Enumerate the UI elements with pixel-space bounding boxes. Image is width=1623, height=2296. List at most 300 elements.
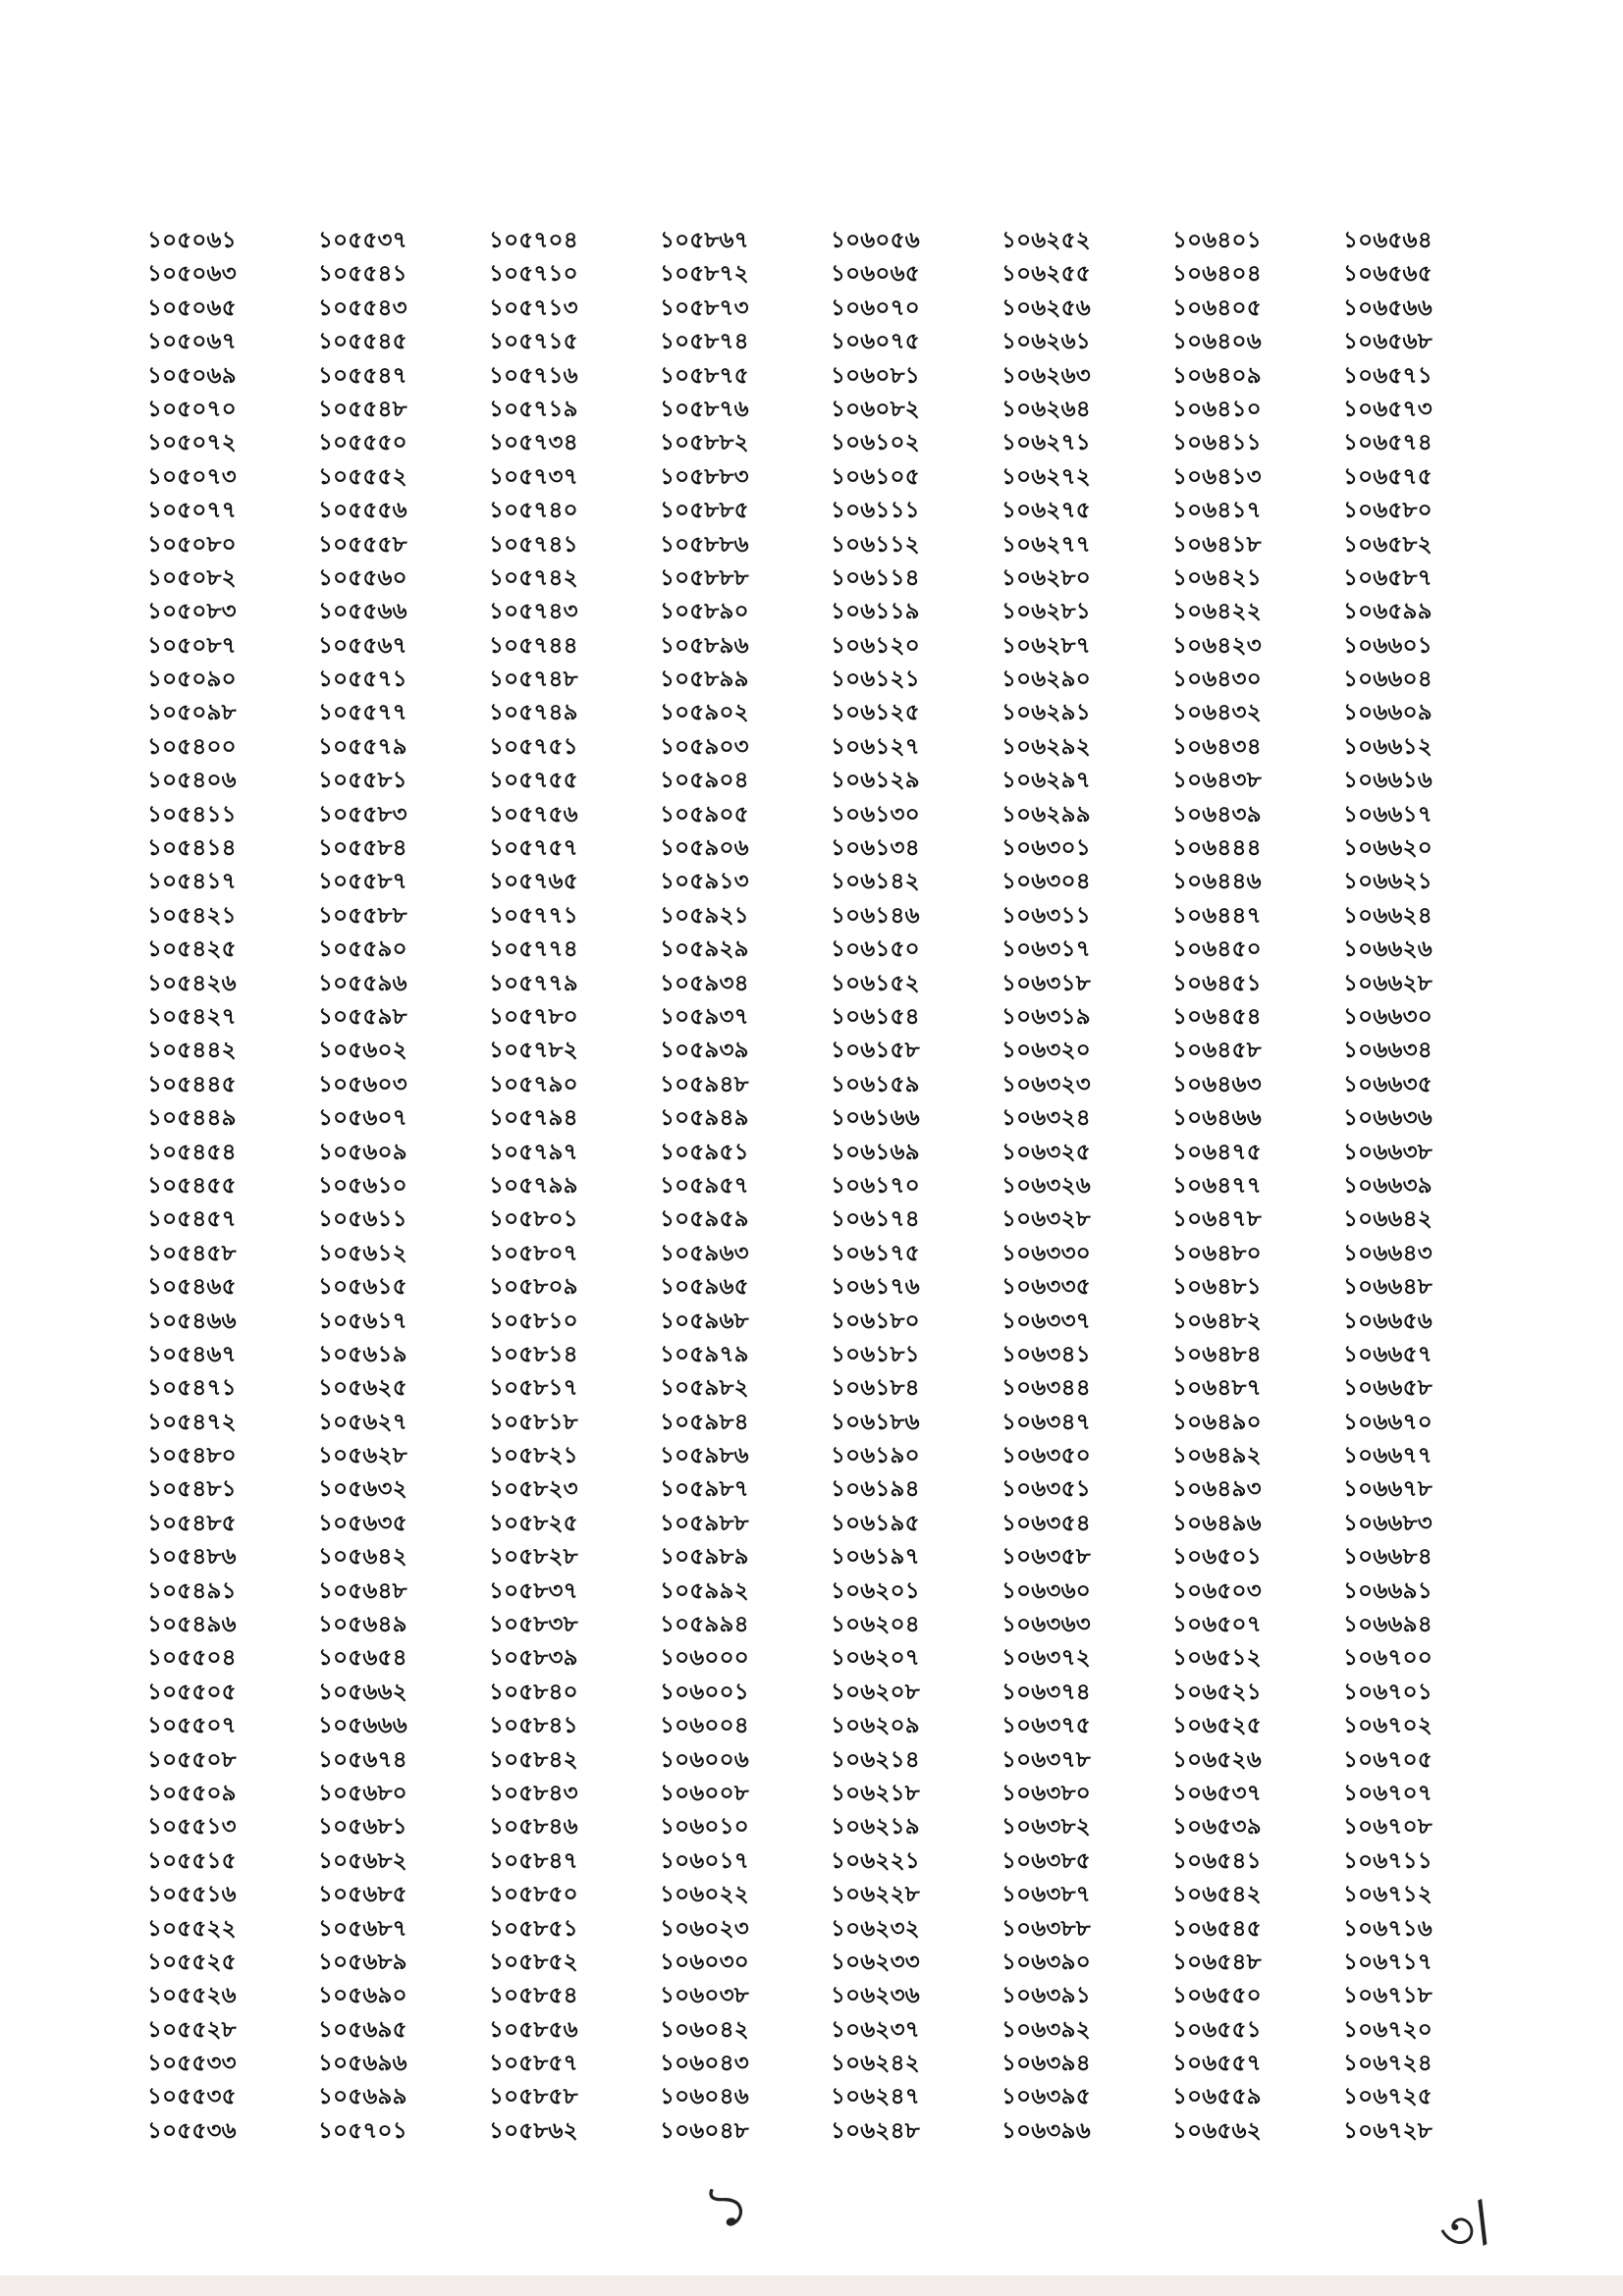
roll-number: ১০৫৫২৮ — [147, 2016, 237, 2043]
roll-number: ১০৬৭২০ — [1343, 2016, 1433, 2043]
roll-number: ১০৫৮২১ — [489, 1443, 578, 1469]
roll-number: ১০৬১১১ — [831, 498, 920, 524]
roll-number: ১০৫৭৮০ — [489, 1003, 578, 1030]
roll-number: ১০৫৮৮৮ — [660, 564, 749, 591]
roll-number: ১০৬০১০ — [660, 1814, 749, 1841]
roll-number: ১০৬৩৪৪ — [1001, 1375, 1091, 1402]
roll-number: ১০৬৪১৮ — [1172, 531, 1262, 558]
roll-number: ১০৬০০১ — [660, 1679, 749, 1705]
roll-number: ১০৫৬১১ — [318, 1206, 407, 1233]
roll-number: ১০৬৫৬৪ — [1343, 228, 1433, 253]
roll-number: ১০৫৭৪১ — [489, 531, 578, 558]
roll-number: ১০৬৭১২ — [1343, 1882, 1433, 1908]
roll-number: ১০৬৪৪৬ — [1172, 869, 1262, 895]
roll-number: ১০৫৮৭৫ — [660, 362, 749, 389]
roll-number: ১০৬৫৫৭ — [1172, 2051, 1262, 2077]
roll-number: ১০৬০৬৫ — [831, 261, 920, 288]
roll-number: ১০৬১৩০ — [831, 801, 920, 828]
roll-number: ১০৬৪৯২ — [1172, 1443, 1262, 1469]
roll-number: ১০৬২০৪ — [831, 1612, 920, 1638]
roll-number: ১০৫৬৯৫ — [318, 2016, 407, 2043]
roll-number: ১০৬৩২৮ — [1001, 1206, 1091, 1233]
roll-number: ১০৬৩৭৫ — [1001, 1713, 1091, 1739]
roll-number: ১০৬৫৫০ — [1172, 1983, 1262, 2009]
roll-number: ১০৫৮৮৩ — [660, 463, 749, 490]
roll-number: ১০৫৪৪৫ — [147, 1071, 237, 1097]
roll-number: ১০৬২৬১ — [1001, 329, 1091, 355]
roll-number: ১০৬৩৪১ — [1001, 1341, 1091, 1367]
roll-number: ১০৫৮৪২ — [489, 1746, 578, 1773]
roll-number: ১০৫৪২৬ — [147, 970, 237, 996]
roll-number: ১০৬১০৫ — [831, 463, 920, 490]
roll-number: ১০৬৬৪৮ — [1343, 1274, 1433, 1301]
roll-number: ১০৫৫০৫ — [147, 1679, 237, 1705]
roll-number: ১০৬১৭৪ — [831, 1206, 920, 1233]
roll-number: ১০৬৭১১ — [1343, 1847, 1433, 1874]
roll-number: ১০৬৫৭৩ — [1343, 396, 1433, 422]
roll-number: ১০৫৮৩৭ — [489, 1577, 578, 1604]
roll-number: ১০৫৫৮৩ — [318, 801, 407, 828]
roll-number: ১০৬৫১২ — [1172, 1645, 1262, 1672]
roll-number: ১০৬০৪৩ — [660, 2051, 749, 2077]
roll-number: ১০৬৫৮২ — [1343, 531, 1433, 558]
roll-number: ১০৬১২৯ — [831, 768, 920, 794]
roll-number: ১০৫৫৪৩ — [318, 294, 407, 321]
roll-number: ১০৫৭৫৫ — [489, 768, 578, 794]
roll-number: ১০৫৫১৩ — [147, 1814, 237, 1841]
roll-number: ১০৬৩৮৭ — [1001, 1882, 1091, 1908]
roll-number: ১০৫৮৭৬ — [660, 396, 749, 422]
roll-number: ১০৬১৬৬ — [831, 1105, 920, 1132]
roll-number: ১০৫৪৪২ — [147, 1038, 237, 1064]
roll-number: ১০৫৫৪৫ — [318, 329, 407, 355]
roll-number: ১০৬৪০৪ — [1172, 261, 1262, 288]
roll-number: ১০৬৫২৫ — [1172, 1713, 1262, 1739]
roll-number: ১০৫৬২৫ — [318, 1375, 407, 1402]
roll-number: ১০৫৮৮৬ — [660, 531, 749, 558]
roll-number: ১০৬৭১৮ — [1343, 1983, 1433, 2009]
roll-number: ১০৫৬১৫ — [318, 1274, 407, 1301]
roll-number: ১০৫০৮৭ — [147, 632, 237, 659]
roll-number: ১০৬৪৫৮ — [1172, 1038, 1262, 1064]
roll-number: ১০৬২২১ — [831, 1847, 920, 1874]
roll-number: ১০৫৮১৪ — [489, 1341, 578, 1367]
scan-bottom-edge — [0, 2275, 1623, 2296]
roll-number: ১০৫৭৯৯ — [489, 1172, 578, 1199]
roll-number: ১০৫৫১৬ — [147, 1882, 237, 1908]
roll-number: ১০৬৬৭৭ — [1343, 1443, 1433, 1469]
roll-number: ১০৬৪২২ — [1172, 599, 1262, 625]
roll-number: ১০৫৪৫৮ — [147, 1240, 237, 1266]
roll-number: ১০৫৬২৭ — [318, 1409, 407, 1435]
roll-number: ১০৬৩৩০ — [1001, 1240, 1091, 1266]
roll-number: ১০৫০৮২ — [147, 564, 237, 591]
roll-number: ১০৫৬৪৯ — [318, 1612, 407, 1638]
roll-number: ১০৬৫৩৯ — [1172, 1814, 1262, 1841]
roll-number: ১০৬৬৫৬ — [1343, 1308, 1433, 1334]
roll-number: ১০৫৮৯০ — [660, 599, 749, 625]
roll-number: ১০৬৬২০ — [1343, 835, 1433, 862]
roll-number: ১০৬৩২৬ — [1001, 1172, 1091, 1199]
roll-number: ১০৬২৭৭ — [1001, 531, 1091, 558]
roll-number: ১০৫৯০৪ — [660, 768, 749, 794]
roll-number: ১০৬৪৮৪ — [1172, 1341, 1262, 1367]
roll-number: ১০৫৮৫০ — [489, 1882, 578, 1908]
roll-number: ১০৫৫৫২ — [318, 463, 407, 490]
roll-number: ১০৫৪৭১ — [147, 1375, 237, 1402]
roll-number: ১০৬২৮৭ — [1001, 632, 1091, 659]
roll-number: ১০৫৫৯৮ — [318, 1003, 407, 1030]
roll-number: ১০৫৫৬৭ — [318, 632, 407, 659]
roll-number: ১০৫৭৮২ — [489, 1038, 578, 1064]
roll-number: ১০৬৩৮৮ — [1001, 1915, 1091, 1942]
roll-number: ১০৬০০৬ — [660, 1746, 749, 1773]
roll-number: ১০৫০৬১ — [147, 228, 237, 253]
roll-number: ১০৫৬৬২ — [318, 1679, 407, 1705]
roll-number: ১০৫৮২৩ — [489, 1476, 578, 1503]
roll-number: ১০৫৯০৬ — [660, 835, 749, 862]
roll-number: ১০৫৬০৭ — [318, 1105, 407, 1132]
roll-number: ১০৫৫৮৭ — [318, 869, 407, 895]
roll-number: ১০৫৮৬৭ — [660, 228, 749, 253]
number-column-8 — [1343, 224, 1513, 2148]
roll-number: ১০৫৬১২ — [318, 1240, 407, 1266]
roll-number: ১০৬৩৫১ — [1001, 1476, 1091, 1503]
roll-number: ১০৬১৫৯ — [831, 1071, 920, 1097]
roll-number: ১০৫৯২১ — [660, 902, 749, 929]
roll-number: ১০৬৬১২ — [1343, 733, 1433, 760]
roll-number: ১০৬৪০৫ — [1172, 294, 1262, 321]
roll-number: ১০৫৫৪১ — [318, 261, 407, 288]
roll-number: ১০৬৬৯১ — [1343, 1577, 1433, 1604]
roll-number: ১০৫৯৮৬ — [660, 1443, 749, 1469]
roll-number: ১০৬৫৬৬ — [1343, 294, 1433, 321]
number-column-1 — [147, 224, 317, 2148]
roll-number: ১০৫৮৯৯ — [660, 667, 749, 693]
roll-number: ১০৬৬৮৪ — [1343, 1544, 1433, 1571]
roll-number: ১০৬৭১৭ — [1343, 1949, 1433, 1975]
roll-number: ১০৫৯০৩ — [660, 733, 749, 760]
roll-number: ১০৬১৯০ — [831, 1443, 920, 1469]
roll-number: ১০৬৫৪৮ — [1172, 1949, 1262, 1975]
roll-number: ১০৬১৫৪ — [831, 1003, 920, 1030]
roll-number: ১০৫৭৪৯ — [489, 700, 578, 726]
roll-number: ১০৬৭০০ — [1343, 1645, 1433, 1672]
roll-number: ১০৬৪০১ — [1172, 228, 1262, 253]
roll-number: ১০৬০১৭ — [660, 1847, 749, 1874]
roll-number: ১০৫৫৮১ — [318, 768, 407, 794]
roll-number: ১০৫৮১৭ — [489, 1375, 578, 1402]
roll-number: ১০৬১২০ — [831, 632, 920, 659]
roll-number: ১০৫০৮৩ — [147, 599, 237, 625]
roll-number: ১০৬১৫২ — [831, 970, 920, 996]
roll-number: ১০৬৫৪১ — [1172, 1847, 1262, 1874]
roll-number: ১০৫৪৭২ — [147, 1409, 237, 1435]
number-column-2 — [318, 224, 488, 2148]
roll-number: ১০৫৯৪৯ — [660, 1105, 749, 1132]
roll-number: ১০৬২৪৭ — [831, 2084, 920, 2110]
roll-number: ১০৫৮৫৪ — [489, 1983, 578, 2009]
roll-number: ১০৫৭১০ — [489, 261, 578, 288]
roll-number: ১০৬৪৫০ — [1172, 936, 1262, 963]
roll-number: ১০৬৬৩৫ — [1343, 1071, 1433, 1097]
roll-number: ১০৫৬৭৪ — [318, 1746, 407, 1773]
roll-number: ১০৬৩৮২ — [1001, 1814, 1091, 1841]
roll-number: ১০৫৮৪০ — [489, 1679, 578, 1705]
roll-number: ১০৬২৫৬ — [1001, 294, 1091, 321]
roll-number: ১০৫৪১৭ — [147, 869, 237, 895]
roll-number: ১০৫৭০৪ — [489, 228, 578, 253]
roll-number: ১০৬০৩৮ — [660, 1983, 749, 2009]
roll-number: ১০৫৯৫৭ — [660, 1172, 749, 1199]
roll-number: ১০৫০৬৯ — [147, 362, 237, 389]
roll-number: ১০৬১০২ — [831, 430, 920, 456]
roll-number: ১০৫৪৪৯ — [147, 1105, 237, 1132]
roll-number: ১০৬৪১০ — [1172, 396, 1262, 422]
roll-number: ১০৫৬৯০ — [318, 1983, 407, 2009]
roll-number: ১০৫৪৫৫ — [147, 1172, 237, 1199]
roll-number: ১০৬৩৯২ — [1001, 2016, 1091, 2043]
roll-number: ১০৬৫৬৫ — [1343, 261, 1433, 288]
roll-number: ১০৫০৯৮ — [147, 700, 237, 726]
roll-number: ১০৬৬২৬ — [1343, 936, 1433, 963]
roll-number-grid — [147, 224, 1443, 2148]
roll-number: ১০৬৪৬৬ — [1172, 1105, 1262, 1132]
roll-number: ১০৫৪৫৪ — [147, 1139, 237, 1165]
roll-number: ১০৬২৯১ — [1001, 700, 1091, 726]
roll-number: ১০৫৮৭৩ — [660, 294, 749, 321]
roll-number: ১০৬২৩২ — [831, 1915, 920, 1942]
roll-number: ১০৬৩৭৮ — [1001, 1746, 1091, 1773]
roll-number: ১০৬৪০৯ — [1172, 362, 1262, 389]
handwritten-corner-mark: ৩/ — [1430, 2189, 1503, 2268]
roll-number: ১০৫৪৮৫ — [147, 1510, 237, 1536]
roll-number: ১০৬৪৮৭ — [1172, 1375, 1262, 1402]
roll-number: ১০৫৪৮০ — [147, 1443, 237, 1469]
roll-number: ১০৬১১৪ — [831, 564, 920, 591]
roll-number: ১০৬৪৯৬ — [1172, 1510, 1262, 1536]
roll-number: ১০৬৫০৭ — [1172, 1612, 1262, 1638]
roll-number: ১০৬২৯২ — [1001, 733, 1091, 760]
roll-number: ১০৬৩৩৫ — [1001, 1274, 1091, 1301]
roll-number: ১০৫৪০০ — [147, 733, 237, 760]
roll-number: ১০৫৯০২ — [660, 700, 749, 726]
roll-number: ১০৬৫৭১ — [1343, 362, 1433, 389]
roll-number: ১০৬৪১১ — [1172, 430, 1262, 456]
roll-number: ১০৫৫৩৫ — [147, 2084, 237, 2110]
roll-number: ১০৬৫৪২ — [1172, 1882, 1262, 1908]
roll-number: ১০৬৭০১ — [1343, 1679, 1433, 1705]
roll-number: ১০৫৫২৬ — [147, 1983, 237, 2009]
roll-number: ১০৫০৬৭ — [147, 329, 237, 355]
roll-number: ১০৫৬১০ — [318, 1172, 407, 1199]
roll-number: ১০৬৬১৭ — [1343, 801, 1433, 828]
roll-number: ১০৫৯৯২ — [660, 1577, 749, 1604]
roll-number: ১০৫৬৮৭ — [318, 1915, 407, 1942]
roll-number: ১০৬১৯৫ — [831, 1510, 920, 1536]
roll-number: ১০৫৬১৯ — [318, 1341, 407, 1367]
roll-number: ১০৬১৭৫ — [831, 1240, 920, 1266]
roll-number: ১০৬১১২ — [831, 531, 920, 558]
roll-number: ১০৫৭১৫ — [489, 329, 578, 355]
roll-number: ১০৫৫৩৭ — [318, 228, 407, 253]
roll-number: ১০৬২৩৩ — [831, 1949, 920, 1975]
roll-number: ১০৫৯৮৪ — [660, 1409, 749, 1435]
roll-number: ১০৫৪৯৬ — [147, 1612, 237, 1638]
roll-number: ১০৬১৯৪ — [831, 1476, 920, 1503]
roll-number: ১০৫০৬৩ — [147, 261, 237, 288]
roll-number: ১০৬৬২৪ — [1343, 902, 1433, 929]
roll-number: ১০৫৯২৯ — [660, 936, 749, 963]
roll-number: ১০৬২৮১ — [1001, 599, 1091, 625]
roll-number: ১০৫৮৫৮ — [489, 2084, 578, 2110]
roll-number: ১০৫৯৬৮ — [660, 1308, 749, 1334]
roll-number: ১০৫৬৮২ — [318, 1847, 407, 1874]
roll-number: ১০৬০০৪ — [660, 1713, 749, 1739]
roll-number: ১০৬৪৩৮ — [1172, 768, 1262, 794]
roll-number: ১০৫৪৮৬ — [147, 1544, 237, 1571]
roll-number: ১০৬০২২ — [660, 1882, 749, 1908]
roll-number: ১০৬০০৮ — [660, 1780, 749, 1806]
roll-number: ১০৬৩৫৮ — [1001, 1544, 1091, 1571]
roll-number: ১০৫৯৫১ — [660, 1139, 749, 1165]
roll-number: ১০৫৬৩২ — [318, 1476, 407, 1503]
roll-number: ১০৬১২১ — [831, 667, 920, 693]
roll-number: ১০৬২০৯ — [831, 1713, 920, 1739]
roll-number: ১০৬৪২১ — [1172, 564, 1262, 591]
roll-number: ১০৫৪৮১ — [147, 1476, 237, 1503]
roll-number: ১০৬৩১৭ — [1001, 936, 1091, 963]
roll-number: ১০৬২৬৪ — [1001, 396, 1091, 422]
roll-number: ১০৬২৭২ — [1001, 463, 1091, 490]
roll-number: ১০৫৭৯০ — [489, 1071, 578, 1097]
roll-number: ১০৬৪৭৮ — [1172, 1206, 1262, 1233]
roll-number: ১০৫৮০১ — [489, 1206, 578, 1233]
roll-number: ১০৫৫৩৩ — [147, 2051, 237, 2077]
roll-number: ১০৬১৫০ — [831, 936, 920, 963]
roll-number: ১০৬৫৬২ — [1172, 2117, 1262, 2144]
roll-number: ১০৬১৫৮ — [831, 1038, 920, 1064]
roll-number: ১০৫৬৮৫ — [318, 1882, 407, 1908]
roll-number: ১০৬২১৪ — [831, 1746, 920, 1773]
roll-number: ১০৬২৬৩ — [1001, 362, 1091, 389]
roll-number: ১০৬০৪২ — [660, 2016, 749, 2043]
roll-number: ১০৬৩৯০ — [1001, 1949, 1091, 1975]
roll-number: ১০৫৪১১ — [147, 801, 237, 828]
roll-number: ১০৬২৮০ — [1001, 564, 1091, 591]
roll-number: ১০৫৮৪৬ — [489, 1814, 578, 1841]
roll-number: ১০৫৮৫৬ — [489, 2016, 578, 2043]
roll-number: ১০৬৫২৬ — [1172, 1746, 1262, 1773]
roll-number: ১০৬২০৮ — [831, 1679, 920, 1705]
roll-number: ১০৫৬০৯ — [318, 1139, 407, 1165]
roll-number: ১০৬০৫৬ — [831, 228, 920, 253]
roll-number: ১০৫৬৪২ — [318, 1544, 407, 1571]
roll-number: ১০৬২৯০ — [1001, 667, 1091, 693]
roll-number: ১০৫০৮০ — [147, 531, 237, 558]
roll-number: ১০৬৪০৬ — [1172, 329, 1262, 355]
roll-number: ১০৬৪৪৪ — [1172, 835, 1262, 862]
roll-number: ১০৬১৮১ — [831, 1341, 920, 1367]
roll-number: ১০৫৭৪৮ — [489, 667, 578, 693]
roll-number: ১০৫০৯০ — [147, 667, 237, 693]
roll-number: ১০৬৩২৩ — [1001, 1071, 1091, 1097]
roll-number: ১০৬৫৫৯ — [1172, 2084, 1262, 2110]
roll-number: ১০৬২৭৫ — [1001, 498, 1091, 524]
roll-number: ১০৬৩৯৫ — [1001, 2084, 1091, 2110]
roll-number: ১০৬৪৫১ — [1172, 970, 1262, 996]
roll-number: ১০৬৩৮০ — [1001, 1780, 1091, 1806]
roll-number: ১০৬৫৭৫ — [1343, 463, 1433, 490]
roll-number: ১০৬৪৪৭ — [1172, 902, 1262, 929]
roll-number: ১০৫০৭২ — [147, 430, 237, 456]
roll-number: ১০৫৪৬৫ — [147, 1274, 237, 1301]
roll-number: ১০৬৫০৩ — [1172, 1577, 1262, 1604]
roll-number: ১০৬৭২৪ — [1343, 2051, 1433, 2077]
roll-number: ১০৬৬৯৪ — [1343, 1612, 1433, 1638]
roll-number: ১০৫৯১৩ — [660, 869, 749, 895]
roll-number: ১০৫৭৭৯ — [489, 970, 578, 996]
roll-number: ১০৫৭৫৬ — [489, 801, 578, 828]
roll-number: ১০৫৯৮৯ — [660, 1544, 749, 1571]
roll-number: ১০৬৬৪২ — [1343, 1206, 1433, 1233]
roll-number: ১০৫৬৯৯ — [318, 2084, 407, 2110]
roll-number: ১০৫৮১৮ — [489, 1409, 578, 1435]
roll-number: ১০৬৬৫৮ — [1343, 1375, 1433, 1402]
roll-number: ১০৫৭৬৫ — [489, 869, 578, 895]
roll-number: ১০৫৫৯৬ — [318, 970, 407, 996]
roll-number: ১০৬৪৬৩ — [1172, 1071, 1262, 1097]
roll-number: ১০৫০৭৭ — [147, 498, 237, 524]
roll-number: ১০৫৮৪৭ — [489, 1847, 578, 1874]
number-column-7 — [1172, 224, 1342, 2148]
roll-number: ১০৫৫০৪ — [147, 1645, 237, 1672]
roll-number: ১০৫৮৭৪ — [660, 329, 749, 355]
roll-number: ১০৬৪৭৫ — [1172, 1139, 1262, 1165]
roll-number: ১০৫৬১৭ — [318, 1308, 407, 1334]
roll-number: ১০৬৪৫৪ — [1172, 1003, 1262, 1030]
roll-number: ১০৫৬৪৮ — [318, 1577, 407, 1604]
roll-number: ১০৬৪৩২ — [1172, 700, 1262, 726]
roll-number: ১০৬২৫৫ — [1001, 261, 1091, 288]
roll-number: ১০৫০৬৫ — [147, 294, 237, 321]
roll-number: ১০৬৭০৭ — [1343, 1780, 1433, 1806]
roll-number: ১০৫৮৫৭ — [489, 2051, 578, 2077]
roll-number: ১০৫৮০৯ — [489, 1274, 578, 1301]
roll-number: ১০৬১৯৭ — [831, 1544, 920, 1571]
roll-number: ১০৫৮৩৮ — [489, 1612, 578, 1638]
roll-number: ১০৫৪১৪ — [147, 835, 237, 862]
roll-number: ১০৫৯০৫ — [660, 801, 749, 828]
roll-number: ১০৬৬৮৩ — [1343, 1510, 1433, 1536]
roll-number: ১০৬৩২৫ — [1001, 1139, 1091, 1165]
roll-number: ১০৬৪৮১ — [1172, 1274, 1262, 1301]
roll-number: ১০৬২৩৬ — [831, 1983, 920, 2009]
roll-number: ১০৫৯৩৭ — [660, 1003, 749, 1030]
roll-number: ১০৬৪৮০ — [1172, 1240, 1262, 1266]
handwritten-page-mark: ১ — [691, 2163, 763, 2246]
roll-number: ১০৬৫৪৫ — [1172, 1915, 1262, 1942]
roll-number: ১০৬৭১৬ — [1343, 1915, 1433, 1942]
roll-number: ১০৬১২৫ — [831, 700, 920, 726]
roll-number: ১০৬০২৩ — [660, 1915, 749, 1942]
roll-number: ১০৫৮৬২ — [489, 2117, 578, 2144]
roll-number: ১০৫৬৮০ — [318, 1780, 407, 1806]
roll-number: ১০৫৯৫৯ — [660, 1206, 749, 1233]
roll-number: ১০৬৩১১ — [1001, 902, 1091, 929]
roll-number: ১০৫৮৪১ — [489, 1713, 578, 1739]
roll-number: ১০৬৫৭৪ — [1343, 430, 1433, 456]
